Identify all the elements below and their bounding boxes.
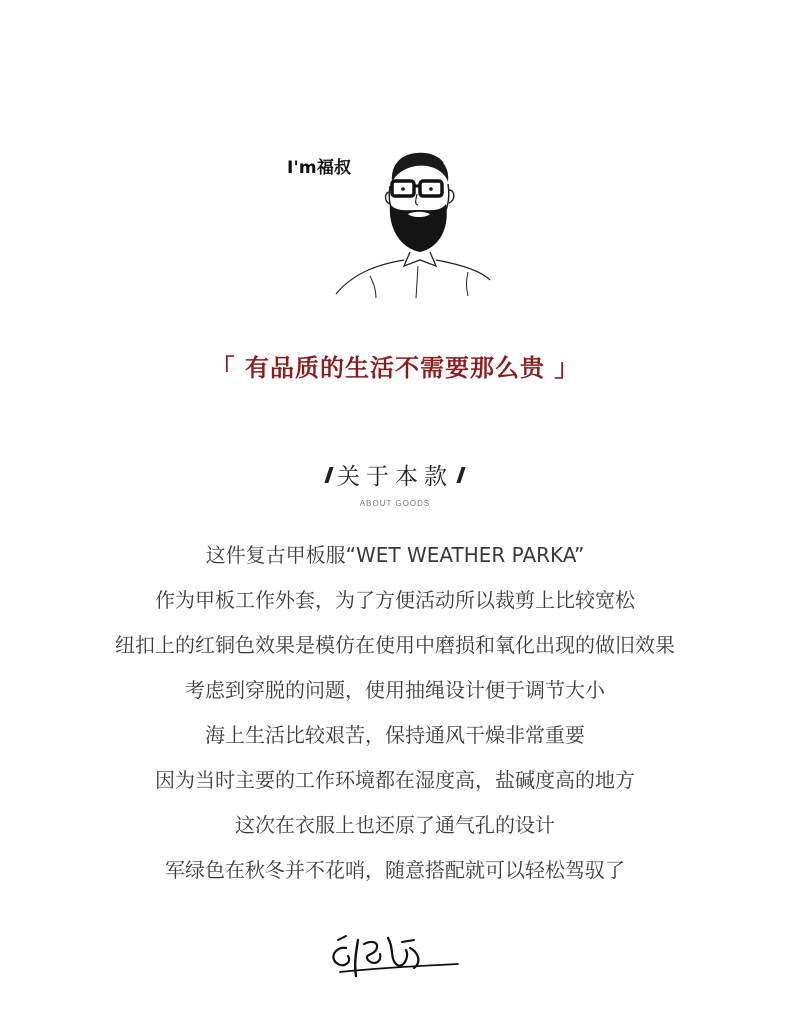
description-line: 这件复古甲板服“WET WEATHER PARKA” <box>205 543 585 567</box>
description-line: 考虑到穿脱的问题，使用抽绳设计便于调节大小 <box>185 678 605 702</box>
description-line: 作为甲板工作外套，为了方便活动所以裁剪上比较宽松 <box>155 588 635 612</box>
left-slash-icon <box>324 467 333 483</box>
bearded-man-portrait-icon <box>330 148 495 298</box>
signature-handwriting <box>318 918 468 988</box>
description-line: 因为当时主要的工作环境都在湿度高，盐碱度高的地方 <box>155 768 635 792</box>
description-line: 海上生活比较艰苦，保持通风干燥非常重要 <box>205 723 585 747</box>
hero-section <box>0 0 790 310</box>
section-subtitle: ABOUT GOODS <box>359 499 431 508</box>
hero-label: I'm福叔 <box>287 158 352 178</box>
description-line: 军绿色在秋冬并不花哨，随意搭配就可以轻松驾驭了 <box>165 858 625 882</box>
description-line: 这次在衣服上也还原了通气孔的设计 <box>235 813 555 837</box>
description-list <box>0 537 790 897</box>
description-line: 纽扣上的红铜色效果是模仿在使用中磨损和氧化出现的做旧效果 <box>115 633 675 657</box>
right-slash-icon <box>456 467 465 483</box>
section-title-wrap <box>327 458 463 491</box>
section-header <box>0 458 790 508</box>
slogan: 「 有品质的生活不需要那么贵 」 <box>210 354 580 382</box>
section-title: 关于本款 <box>337 464 453 490</box>
